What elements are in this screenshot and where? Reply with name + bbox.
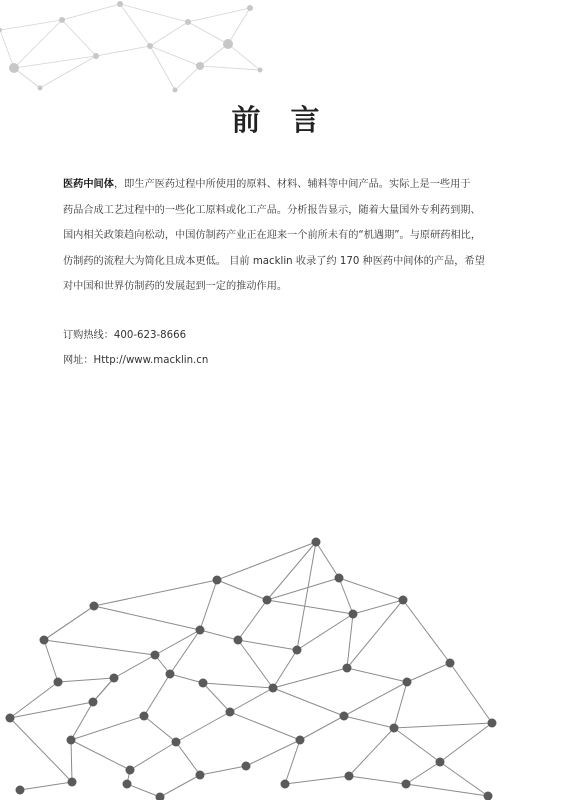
network-link (217, 580, 267, 600)
network-node (151, 651, 160, 660)
network-node (345, 772, 354, 781)
network-link (246, 740, 300, 766)
network-link (170, 674, 203, 683)
network-node (269, 684, 278, 693)
network-link (93, 678, 114, 702)
network-link (349, 728, 394, 776)
intro-line-3: 国内相关政策趋向松动，中国仿制药产业正在迎来一个前所未有的“机遇期”。与原研药相比， (63, 230, 482, 242)
network-link (217, 542, 316, 580)
network-node (172, 738, 181, 747)
network-node (147, 43, 153, 49)
network-link (200, 766, 246, 775)
network-link (347, 668, 407, 682)
network-decoration-bottom (6, 538, 497, 800)
network-link (120, 4, 150, 46)
network-link (228, 8, 250, 44)
network-link (339, 578, 353, 614)
network-link (14, 20, 62, 68)
network-node (247, 5, 253, 11)
network-link (188, 8, 250, 22)
network-link (347, 614, 353, 668)
network-link (130, 742, 176, 770)
network-link (406, 762, 440, 784)
network-node (126, 766, 135, 775)
network-node (196, 62, 204, 70)
network-link (150, 46, 200, 66)
network-node (349, 610, 358, 619)
network-link (155, 630, 200, 655)
network-link (238, 640, 297, 650)
network-node (9, 63, 19, 73)
network-link (44, 640, 58, 682)
network-node (223, 39, 233, 49)
network-node (6, 714, 15, 723)
network-link (120, 4, 188, 22)
network-link (150, 46, 175, 90)
network-node (281, 780, 290, 789)
network-link (238, 640, 273, 688)
network-link (200, 630, 238, 640)
network-node (234, 636, 243, 645)
network-node (488, 719, 497, 728)
network-node (59, 17, 65, 23)
network-link (96, 46, 150, 56)
network-link (10, 682, 58, 718)
network-node (123, 780, 132, 789)
network-node (40, 636, 49, 645)
network-link (344, 682, 407, 716)
website-text: 网址：Http://www.macklin.cn (63, 355, 209, 366)
network-link (160, 775, 200, 797)
network-link (267, 578, 339, 600)
network-node (446, 659, 455, 668)
network-link (285, 776, 349, 784)
intro-line-5: 对中国和世界仿制药的发展起到一定的推动作用。 (63, 281, 288, 293)
network-node (93, 53, 99, 59)
network-node (110, 674, 119, 683)
network-link (94, 606, 200, 630)
network-link (10, 718, 72, 782)
network-node (399, 596, 408, 605)
network-link (273, 688, 344, 716)
network-node (226, 708, 235, 717)
network-link (144, 674, 170, 716)
network-node (140, 712, 149, 721)
network-node (403, 678, 412, 687)
network-link (44, 640, 155, 655)
network-link (353, 600, 403, 614)
network-node (402, 780, 411, 789)
network-link (238, 600, 267, 640)
network-link (339, 578, 403, 600)
network-node (117, 1, 123, 7)
network-node (67, 736, 76, 745)
network-link (450, 663, 492, 723)
network-link (71, 740, 130, 770)
network-node (16, 786, 25, 795)
network-node (156, 793, 165, 800)
network-link (344, 716, 394, 728)
network-node (436, 758, 445, 767)
network-node (68, 778, 77, 787)
network-node (484, 792, 493, 800)
network-node (89, 698, 98, 707)
intro-line-4: 仿制药的流程大为简化且成本更低。 目前 macklin 收录了约 170 种医药中间体的产品，希望 (63, 255, 485, 267)
network-decoration-top (0, 1, 263, 93)
network-node (213, 576, 222, 585)
network-node (263, 596, 272, 605)
network-link (0, 30, 14, 68)
network-link (176, 742, 200, 775)
network-link (144, 716, 176, 742)
network-link (62, 20, 96, 56)
network-node (196, 771, 205, 780)
network-node (312, 538, 321, 547)
network-link (300, 716, 344, 740)
network-link (203, 683, 230, 712)
network-link (406, 784, 488, 796)
network-node (0, 28, 2, 32)
intro-line-2: 药品合成工艺过程中的一些化工原料或化工产品。分析报告显示，随着大量国外专利药到期、 (63, 204, 481, 216)
intro-paragraph (63, 172, 503, 300)
network-link (40, 56, 96, 88)
network-link (20, 782, 72, 790)
network-link (14, 56, 96, 68)
network-link (200, 66, 260, 70)
network-node (54, 678, 63, 687)
network-link (440, 723, 492, 762)
intro-lead: 医药中间体 (63, 179, 114, 190)
network-link (58, 678, 114, 682)
network-node (196, 626, 205, 635)
network-link (403, 600, 450, 663)
network-link (71, 716, 144, 740)
network-link (230, 688, 273, 712)
network-link (316, 542, 339, 578)
network-link (71, 740, 72, 782)
network-link (200, 44, 228, 66)
network-link (127, 784, 160, 797)
network-link (407, 663, 450, 682)
network-link (440, 762, 488, 796)
network-node (173, 88, 178, 93)
network-node (185, 19, 191, 25)
network-link (150, 22, 188, 46)
network-link (62, 4, 120, 20)
network-link (297, 614, 353, 650)
network-link (0, 20, 62, 30)
network-node (90, 602, 99, 611)
network-link (203, 683, 273, 688)
network-node (166, 670, 175, 679)
network-link (228, 44, 260, 70)
network-node (258, 68, 263, 73)
network-link (349, 776, 406, 784)
network-node (296, 736, 305, 745)
network-link (297, 542, 316, 650)
network-link (175, 66, 200, 90)
network-node (38, 86, 43, 91)
network-node (335, 574, 344, 583)
network-link (267, 542, 316, 600)
hotline-text: 订购热线：400-623-8666 (63, 330, 187, 341)
network-link (394, 682, 407, 728)
network-link (230, 712, 300, 740)
network-link (114, 655, 155, 678)
network-node (293, 646, 302, 655)
network-node (340, 712, 349, 721)
network-link (44, 606, 94, 640)
network-link (267, 600, 353, 614)
intro-line-1: 医药中间体，即生产医药过程中所使用的原料、材料、辅料等中间产品。实际上是一些用于 (63, 179, 471, 190)
network-node (343, 664, 352, 673)
network-link (394, 728, 440, 762)
network-link (10, 702, 93, 718)
page-title: 前 言 (231, 103, 330, 137)
network-node (390, 724, 399, 733)
network-link (394, 723, 492, 728)
network-link (94, 580, 217, 606)
network-node (199, 679, 208, 688)
network-node (242, 762, 251, 771)
network-link (200, 580, 217, 630)
network-link (188, 22, 228, 44)
network-link (176, 712, 230, 742)
network-link (170, 630, 200, 674)
